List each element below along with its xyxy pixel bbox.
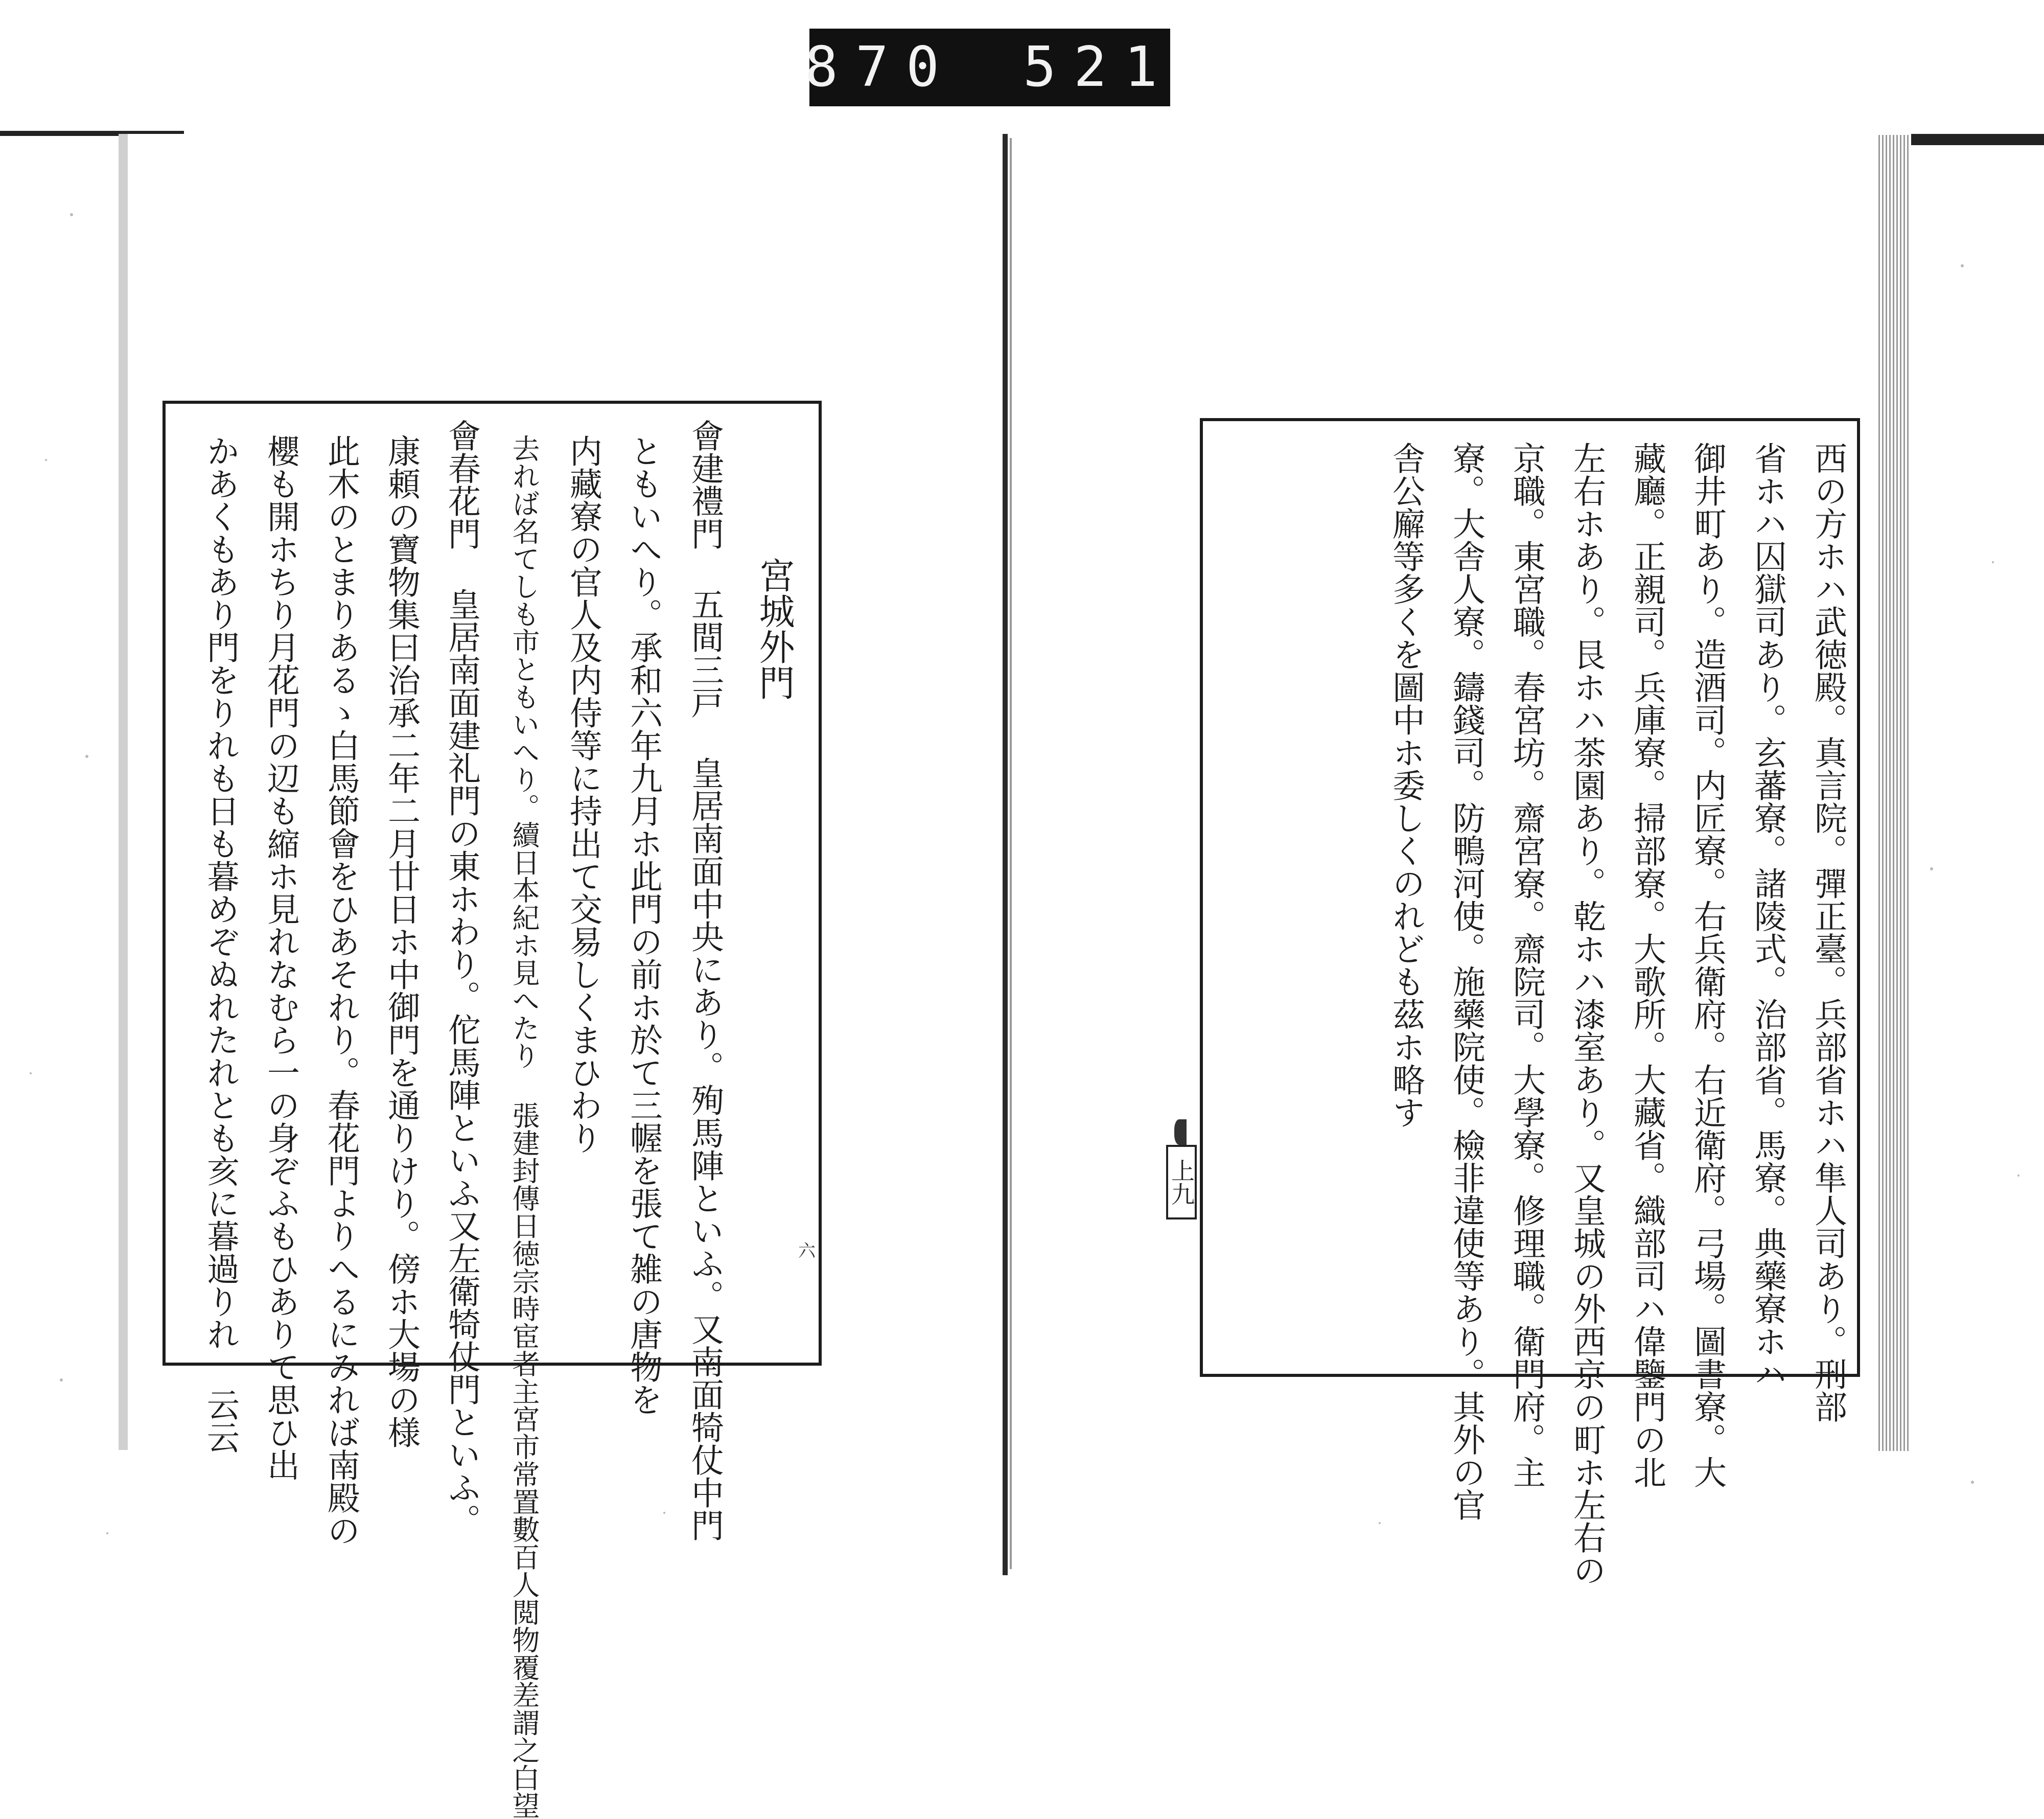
right-col-3: 御井町あり。造酒司。内匠寮。右兵衛府。右近衛府。弓場。圖書寮。大 <box>1688 442 1726 1488</box>
left-text-frame <box>162 401 822 1819</box>
right-col-5: 左右ホあり。艮ホハ茶園あり。乾ホハ漆室あり。又皇城の外西京の町ホ左右の <box>1568 442 1606 1586</box>
left-col-2: ともいへり。承和六年九月ホ此門の前ホ於て三幄を張て雑の唐物を <box>624 434 662 1416</box>
left-col-5: 會春花門 皇居南面建礼門の東ホわり。佗馬陣といふ又左衛犄仗門といふ。 <box>443 419 480 1536</box>
counter-left-number: 870 <box>804 35 957 99</box>
left-col-7: 此木のとまりあるゝ白馬節會をひあそれり。春花門よりへるにみれば南殿の <box>322 434 360 1547</box>
page-stack-edge <box>1878 135 1909 1451</box>
right-col-7: 寮。大舎人寮。鑄錢司。防鴨河使。施藥院使。檢非違使等あり。其外の官 <box>1447 442 1485 1521</box>
left-col-8: 櫻も開ホちり月花門の辺も縮ホ見れなむら一の身ぞふもひありて思ひ出 <box>262 434 299 1481</box>
right-text-frame <box>1200 418 1860 1586</box>
counter-right-number: 521 <box>1023 35 1175 99</box>
book-gutter <box>1003 134 1008 1575</box>
left-col-6: 康頼の寶物集曰治承二年二月廿日ホ中御門を通りけり。傍ホ大場の様 <box>382 434 420 1448</box>
right-col-4: 藏廳。正親司。兵庫寮。掃部寮。大歌所。大藏省。織部司ハ偉鑒門の北 <box>1628 442 1666 1488</box>
right-col-1: 西の方ホハ武徳殿。真言院。彈正臺。兵部省ホハ隼人司あり。刑部 <box>1809 442 1847 1423</box>
left-col-4: 去れば名てしも市ともいへり。續日本紀ホ見へたり 張建封傳日徳宗時宦者主宮市常置數百人閲物覆差謂之白望 <box>508 434 540 1819</box>
left-page-number: 六 <box>798 1241 816 1261</box>
volume-page-marker: 上九 <box>1166 1145 1197 1219</box>
page-tab-notch <box>1174 1119 1187 1145</box>
left-col-1: 會建禮門 五間三戸 皇居南面中央にあり。殉馬陣といふ。又南面犄仗中門 <box>686 419 724 1541</box>
right-col-8: 舎公廨等多くを圖中ホ委しくのれども茲ホ略す <box>1387 442 1425 1129</box>
left-col-3: 内藏寮の官人及内侍等に持出て交易しくまひわり <box>564 434 602 1154</box>
book-gutter-shadow <box>1010 138 1012 1569</box>
frame-counter <box>804 29 1175 106</box>
left-col-9: かあくもあり門をりれも日も暮めぞぬれたれとも亥に暮過りれ 云云 <box>201 434 239 1454</box>
right-col-2: 省ホハ囚獄司あり。玄蕃寮。諸陵式。治部省。馬寮。典藥寮ホハ <box>1749 442 1786 1390</box>
heading-gate-list: 宮城外門 <box>753 557 795 700</box>
right-col-6: 京職。東宮職。春宮坊。齋宮寮。齋院司。大學寮。修理職。衛門府。主 <box>1507 442 1545 1488</box>
scan-edge-right <box>1911 134 2044 145</box>
